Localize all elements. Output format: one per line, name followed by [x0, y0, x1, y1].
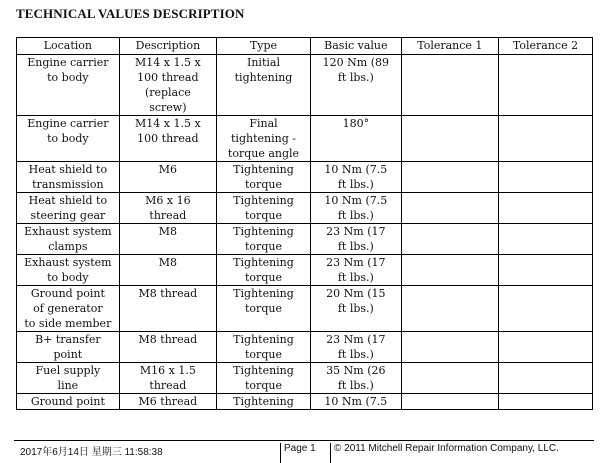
cell-type: Tightening torque [217, 363, 311, 394]
cell-type: Tightening torque [217, 224, 311, 255]
cell-description: M8 thread [119, 286, 216, 332]
cell-type: Tightening [217, 394, 311, 410]
cell-tolerance-1 [401, 363, 498, 394]
table-row [17, 394, 593, 410]
table-row [17, 332, 593, 363]
cell-description: M8 thread [119, 332, 216, 363]
table-row [17, 286, 593, 332]
cell-tolerance-1 [401, 332, 498, 363]
cell-tolerance-2 [498, 255, 592, 286]
cell-tolerance-1 [401, 162, 498, 193]
table-row [17, 363, 593, 394]
cell-basic-value: 35 Nm (26 ft lbs.) [310, 363, 401, 394]
cell-basic-value: 10 Nm (7.5 ft lbs.) [310, 162, 401, 193]
page-title: TECHNICAL VALUES DESCRIPTION [16, 6, 245, 21]
cell-tolerance-2 [498, 224, 592, 255]
table-row [17, 224, 593, 255]
cell-tolerance-2 [498, 116, 592, 162]
cell-type: Tightening torque [217, 193, 311, 224]
cell-tolerance-1 [401, 255, 498, 286]
cell-location: Fuel supply line [17, 363, 120, 394]
column-header-basic-value: Basic value [310, 38, 401, 55]
column-header-tolerance-1: Tolerance 1 [401, 38, 498, 55]
cell-location: Engine carrier to body [17, 116, 120, 162]
technical-values-table [16, 37, 593, 410]
cell-tolerance-1 [401, 116, 498, 162]
cell-description: M6 x 16 thread [119, 193, 216, 224]
cell-type: Tightening torque [217, 286, 311, 332]
column-header-location: Location [17, 38, 120, 55]
cell-location: Ground point of generator to side member [17, 286, 120, 332]
cell-location: Heat shield to steering gear [17, 193, 120, 224]
cell-location: Heat shield to transmission [17, 162, 120, 193]
cell-basic-value: 20 Nm (15 ft lbs.) [310, 286, 401, 332]
page-footer [14, 440, 594, 461]
table-row [17, 255, 593, 286]
cell-tolerance-2 [498, 162, 592, 193]
cell-tolerance-1 [401, 193, 498, 224]
cell-description: M6 thread [119, 394, 216, 410]
table-row [17, 55, 593, 116]
table-row [17, 116, 593, 162]
cell-description: M14 x 1.5 x 100 thread (replace screw) [119, 55, 216, 116]
cell-basic-value: 120 Nm (89 ft lbs.) [310, 55, 401, 116]
table-row [17, 162, 593, 193]
cell-type: Initial tightening [217, 55, 311, 116]
cell-description: M16 x 1.5 thread [119, 363, 216, 394]
cell-type: Tightening torque [217, 332, 311, 363]
cell-tolerance-2 [498, 394, 592, 410]
cell-tolerance-2 [498, 55, 592, 116]
cell-tolerance-1 [401, 224, 498, 255]
cell-tolerance-2 [498, 332, 592, 363]
cell-tolerance-1 [401, 286, 498, 332]
cell-tolerance-1 [401, 394, 498, 410]
cell-description: M8 [119, 255, 216, 286]
cell-type: Final tightening - torque angle [217, 116, 311, 162]
cell-basic-value: 10 Nm (7.5 [310, 394, 401, 410]
cell-description: M14 x 1.5 x 100 thread [119, 116, 216, 162]
cell-type: Tightening torque [217, 162, 311, 193]
cell-tolerance-1 [401, 55, 498, 116]
cell-location: B+ transfer point [17, 332, 120, 363]
footer-page-number: Page 1 [280, 443, 316, 463]
footer-copyright: © 2011 Mitchell Repair Information Company, LLC. [330, 443, 559, 463]
cell-tolerance-2 [498, 286, 592, 332]
table-header-row [17, 38, 593, 55]
column-header-tolerance-2: Tolerance 2 [498, 38, 592, 55]
footer-timestamp: 2017年6月14日 星期三 11:58:38 [20, 447, 163, 458]
cell-location: Exhaust system clamps [17, 224, 120, 255]
cell-description: M6 [119, 162, 216, 193]
cell-tolerance-2 [498, 363, 592, 394]
cell-basic-value: 180° [310, 116, 401, 162]
cell-basic-value: 23 Nm (17 ft lbs.) [310, 255, 401, 286]
column-header-description: Description [119, 38, 216, 55]
table-row [17, 193, 593, 224]
cell-basic-value: 23 Nm (17 ft lbs.) [310, 224, 401, 255]
cell-location: Exhaust system to body [17, 255, 120, 286]
cell-tolerance-2 [498, 193, 592, 224]
cell-description: M8 [119, 224, 216, 255]
cell-basic-value: 23 Nm (17 ft lbs.) [310, 332, 401, 363]
cell-location: Engine carrier to body [17, 55, 120, 116]
cell-basic-value: 10 Nm (7.5 ft lbs.) [310, 193, 401, 224]
cell-type: Tightening torque [217, 255, 311, 286]
column-header-type: Type [217, 38, 311, 55]
cell-location: Ground point [17, 394, 120, 410]
